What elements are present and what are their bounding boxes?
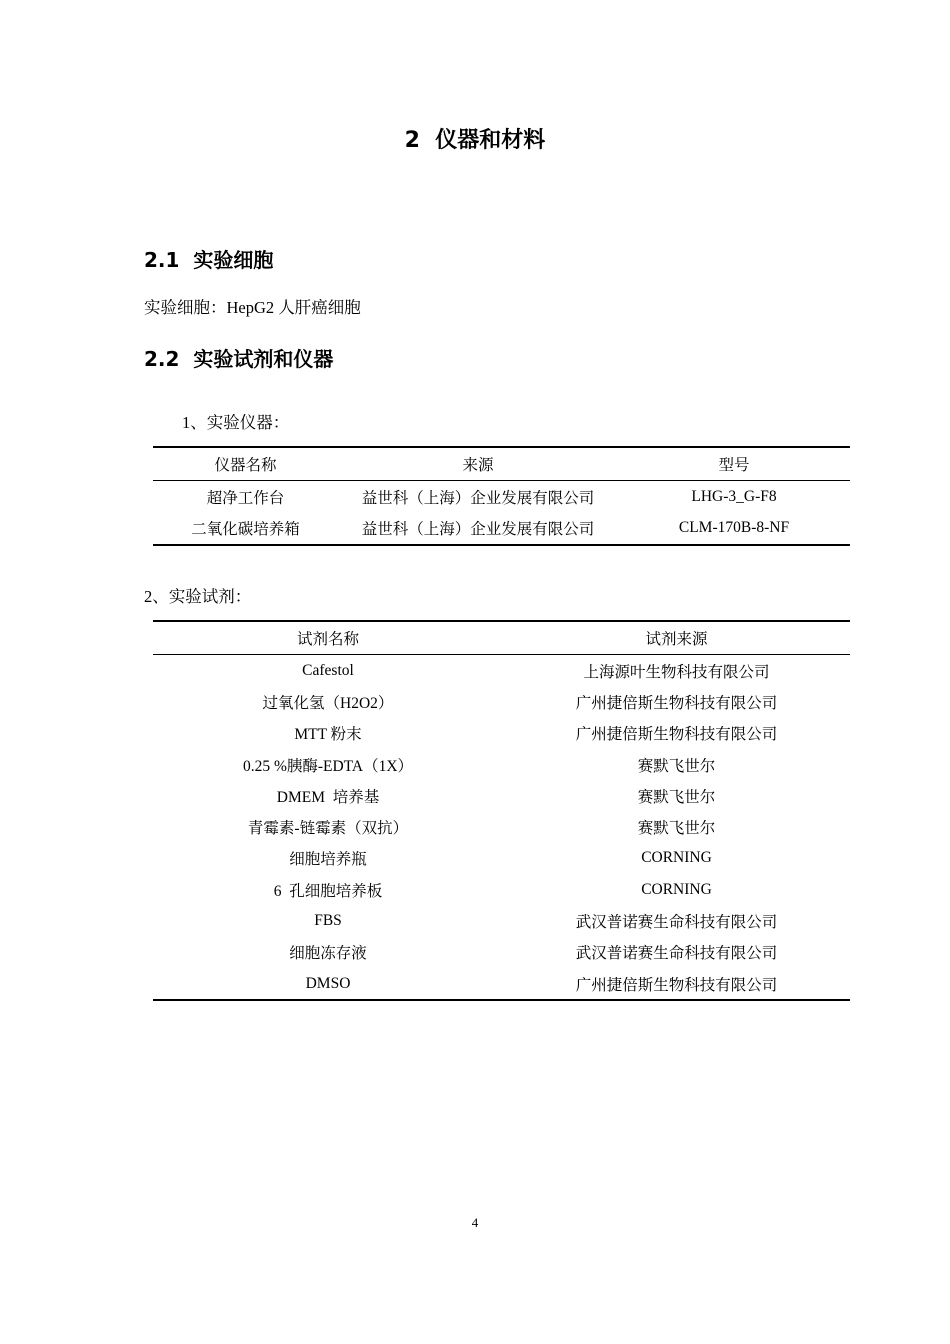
table-row [153, 968, 850, 1000]
section-title-cells: 2.1 实验细胞 [144, 248, 274, 272]
table-row [153, 905, 850, 936]
section-title-reagents-instruments: 2.2 实验试剂和仪器 [144, 347, 334, 371]
reagents-caption: 2、实验试剂： [144, 587, 252, 606]
table-row [153, 749, 850, 780]
reagent-source-cell: CORNING [641, 849, 712, 867]
reagent-name-cell: FBS [314, 912, 342, 930]
reagent-name-cell: 6 孔细胞培养板 [273, 882, 383, 900]
chapter-title: 2 仪器和材料 [404, 128, 546, 153]
instrument-source-cell: 益世科（上海）企业发展有限公司 [361, 520, 595, 538]
table-row [153, 718, 850, 749]
reagent-name-cell: Cafestol [302, 661, 354, 679]
reagent-source-cell: 赛默飞世尔 [637, 820, 716, 838]
table-header-row [153, 621, 850, 655]
instrument-name-cell: 二氧化碳培养箱 [191, 520, 300, 538]
table-row [153, 874, 850, 905]
header-instrument-name: 仪器名称 [153, 447, 338, 481]
reagent-name-cell: MTT 粉末 [294, 726, 362, 744]
reagent-name-cell: 细胞培养瓶 [289, 851, 367, 869]
instrument-model-cell: LHG-3_G-F8 [691, 487, 777, 505]
reagent-source-cell: 广州捷倍斯生物科技有限公司 [575, 976, 778, 994]
table-row [153, 843, 850, 874]
instrument-source-cell: 益世科（上海）企业发展有限公司 [361, 489, 595, 507]
reagent-name-cell: DMSO [305, 974, 351, 992]
instruments-caption: 1、实验仪器： [182, 413, 290, 432]
table-row [153, 512, 850, 544]
header-reagent-name: 试剂名称 [153, 621, 503, 655]
reagent-name-cell: DMEM 培养基 [276, 788, 380, 806]
reagent-name-cell: 过氧化氢（H2O2） [262, 694, 394, 712]
instrument-model-cell: CLM-170B-8-NF [678, 518, 790, 536]
reagent-source-cell: 广州捷倍斯生物科技有限公司 [575, 726, 778, 744]
table-row [153, 780, 850, 811]
cells-description: 实验细胞：HepG2 人肝癌细胞 [144, 298, 361, 317]
reagents-table [153, 620, 850, 1001]
table-row [153, 481, 850, 513]
reagent-source-cell: 武汉普诺赛生命科技有限公司 [575, 945, 778, 963]
reagent-source-cell: 上海源叶生物科技有限公司 [583, 663, 770, 681]
header-reagent-source: 试剂来源 [503, 621, 850, 655]
reagent-name-cell: 青霉素-链霉素（双抗） [247, 820, 409, 838]
table-row [153, 937, 850, 968]
reagent-source-cell: 赛默飞世尔 [637, 788, 716, 806]
reagent-source-cell: CORNING [641, 880, 712, 898]
reagent-source-cell: 武汉普诺赛生命科技有限公司 [575, 914, 778, 932]
header-source: 来源 [338, 447, 618, 481]
reagent-source-cell: 赛默飞世尔 [637, 757, 716, 775]
reagent-name-cell: 0.25 %胰酶-EDTA（1X） [242, 757, 414, 775]
instrument-name-cell: 超净工作台 [206, 489, 285, 507]
header-model: 型号 [618, 447, 850, 481]
reagent-name-cell: 细胞冻存液 [289, 945, 367, 963]
instruments-table [153, 446, 850, 546]
page-number: 4 [471, 1215, 479, 1230]
table-row [153, 686, 850, 717]
table-header-row [153, 447, 850, 481]
reagent-source-cell: 广州捷倍斯生物科技有限公司 [575, 694, 778, 712]
table-row [153, 655, 850, 687]
table-row [153, 811, 850, 842]
